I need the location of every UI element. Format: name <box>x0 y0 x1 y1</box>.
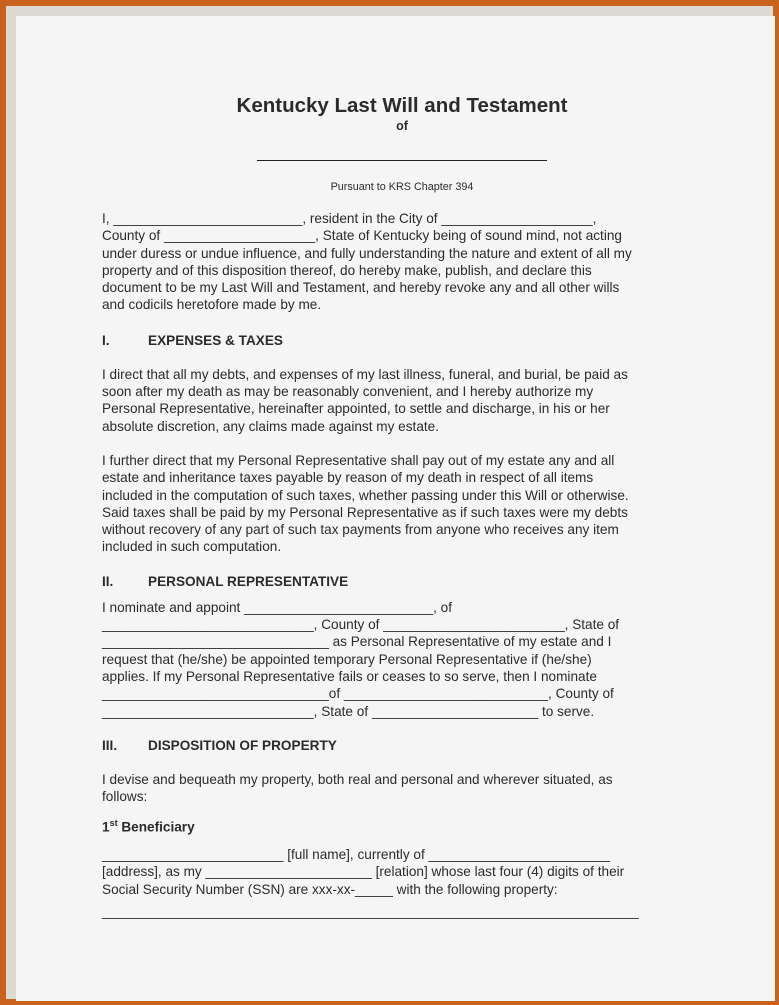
section-title: EXPENSES & TAXES <box>148 332 283 348</box>
beneficiary-heading: 1st Beneficiary <box>102 818 195 835</box>
intro-paragraph: I, _________________________, resident in the City of ____________________, County of ____________________, State of Kentucky being of sound mind, not acting under duress or undue influence, and fully understanding the nature and extent of all my property and of this disposition thereof, do hereby make, publish, and declare this document to be my Last Will and Testament, and hereby revoke any and all other wills and codicils heretofore made by me. <box>102 211 632 313</box>
taxes-paragraph: I further direct that my Personal Representative shall pay out of my estate any and all estate and inheritance taxes payable by reason of my death in respect of all items included in the computation of such taxes, whether passing under this Will or otherwise. Said taxes shall be paid by my Personal Representative as if such taxes were my debts without recovery of any part of such tax payments from anyone who receives any item included in such computation. <box>102 452 629 555</box>
disposition-paragraph: I devise and bequeath my property, both real and personal and wherever situated, as follows: <box>102 771 613 805</box>
expenses-paragraph: I direct that all my debts, and expenses of my last illness, funeral, and burial, be paid as soon after my death as may be reasonably convenient, and I hereby authorize my Personal Representative, hereinafter appointed, to settle and discharge, in his or her absolute discretion, any claims made against my estate. <box>102 366 628 434</box>
section-number: I. <box>102 332 110 348</box>
pursuant-statute: Pursuant to KRS Chapter 394 <box>330 181 474 193</box>
section-title: PERSONAL REPRESENTATIVE <box>148 573 349 589</box>
page-frame <box>6 6 773 999</box>
section-heading-expenses <box>102 332 702 349</box>
section-title: DISPOSITION OF PROPERTY <box>148 737 337 753</box>
document-of: of <box>396 119 408 133</box>
representative-paragraph: I nominate and appoint _________________________, of ____________________________, County of ________________________, State of ______________________________ as Personal Representative of my estate and I request that (he/she) be appointed temporary Personal Representative if (he/she) applies. If my Personal Representative fails or ceases to so serve, then I nominate ______________________________of ___________________________, County of ____________________________, State of ______________________ to serve. <box>102 599 620 719</box>
property-line: _______________________________________________________________________ <box>102 903 639 919</box>
document-page <box>16 16 775 1001</box>
testator-name-line <box>257 160 547 161</box>
document-title: Kentucky Last Will and Testament <box>236 94 568 117</box>
section-heading-personal-representative <box>102 573 702 590</box>
beneficiary-paragraph: ________________________ [full name], currently of ________________________ [address], as my ______________________ [relation] whose last four (4) digits of their Social Security Number (SSN) are xxx-xx-_____ with the following property: <box>102 846 625 897</box>
section-number: II. <box>102 573 114 589</box>
will-document <box>102 94 702 920</box>
section-number: III. <box>102 737 118 753</box>
section-heading-disposition <box>102 737 702 754</box>
